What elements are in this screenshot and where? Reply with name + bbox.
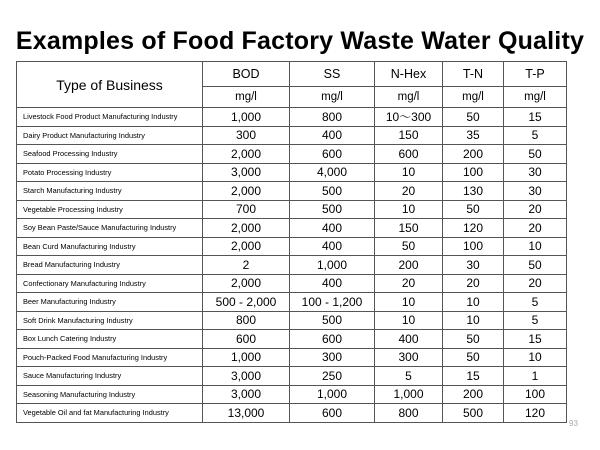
n-hex-cell: 400 [375,330,443,349]
bod-cell: 700 [203,200,290,219]
column-header-t-n: T-N [443,62,504,87]
table-row [17,330,567,349]
business-cell: Vegetable Processing Industry [17,200,203,219]
bod-cell: 2 [203,256,290,275]
unit-bod: mg/l [203,87,290,108]
bod-cell: 3,000 [203,385,290,404]
t-p-cell: 5 [504,311,567,330]
business-cell: Starch Manufacturing Industry [17,182,203,201]
bod-cell: 300 [203,126,290,145]
bod-cell: 2,000 [203,237,290,256]
slide-title: Examples of Food Factory Waste Water Quality [15,27,585,55]
table-row [17,163,567,182]
ss-cell: 1,000 [290,385,375,404]
n-hex-cell: 10 [375,293,443,312]
business-cell: Livestock Food Product Manufacturing Industry [17,108,203,127]
table-row [17,108,567,127]
ss-cell: 500 [290,200,375,219]
n-hex-cell: 150 [375,219,443,238]
table-row [17,367,567,386]
table-row [17,256,567,275]
t-p-cell: 1 [504,367,567,386]
t-p-cell: 20 [504,219,567,238]
t-n-cell: 100 [443,237,504,256]
ss-cell: 600 [290,145,375,164]
bod-cell: 1,000 [203,108,290,127]
t-p-cell: 30 [504,182,567,201]
bod-cell: 13,000 [203,404,290,423]
bod-cell: 3,000 [203,367,290,386]
t-n-cell: 50 [443,200,504,219]
t-p-cell: 5 [504,293,567,312]
column-header-ss: SS [290,62,375,87]
page-number: 93 [569,419,578,428]
bod-cell: 3,000 [203,163,290,182]
bod-cell: 2,000 [203,219,290,238]
bod-cell: 2,000 [203,274,290,293]
t-p-cell: 50 [504,145,567,164]
n-hex-cell: 200 [375,256,443,275]
ss-cell: 300 [290,348,375,367]
unit-ss: mg/l [290,87,375,108]
table-row [17,404,567,423]
t-n-cell: 200 [443,145,504,164]
t-n-cell: 30 [443,256,504,275]
n-hex-cell: 20 [375,182,443,201]
t-n-cell: 10 [443,311,504,330]
ss-cell: 4,000 [290,163,375,182]
column-header-bod: BOD [203,62,290,87]
ss-cell: 400 [290,237,375,256]
table-row [17,182,567,201]
business-cell: Soft Drink Manufacturing Industry [17,311,203,330]
t-p-cell: 20 [504,200,567,219]
business-column-header: Type of Business [17,62,203,108]
n-hex-cell: 10 [375,311,443,330]
ss-cell: 400 [290,126,375,145]
n-hex-cell: 800 [375,404,443,423]
table-row [17,385,567,404]
table-row [17,293,567,312]
ss-cell: 600 [290,404,375,423]
t-n-cell: 35 [443,126,504,145]
t-p-cell: 120 [504,404,567,423]
n-hex-cell: 10～300 [375,108,443,127]
business-cell: Potato Processing Industry [17,163,203,182]
table-row [17,348,567,367]
t-n-cell: 10 [443,293,504,312]
unit-t-n: mg/l [443,87,504,108]
business-cell: Sauce Manufacturing Industry [17,367,203,386]
t-p-cell: 50 [504,256,567,275]
t-n-cell: 50 [443,348,504,367]
n-hex-cell: 600 [375,145,443,164]
business-cell: Box Lunch Catering Industry [17,330,203,349]
t-n-cell: 50 [443,108,504,127]
n-hex-cell: 1,000 [375,385,443,404]
table-row [17,274,567,293]
t-n-cell: 15 [443,367,504,386]
n-hex-cell: 20 [375,274,443,293]
t-p-cell: 15 [504,330,567,349]
n-hex-cell: 10 [375,163,443,182]
t-p-cell: 15 [504,108,567,127]
t-n-cell: 200 [443,385,504,404]
business-cell: Soy Bean Paste/Sauce Manufacturing Industry [17,219,203,238]
table-row [17,200,567,219]
n-hex-cell: 150 [375,126,443,145]
ss-cell: 800 [290,108,375,127]
business-cell: Bread Manufacturing Industry [17,256,203,275]
table-row [17,311,567,330]
table-body [17,108,567,423]
t-n-cell: 20 [443,274,504,293]
business-cell: Vegetable Oil and fat Manufacturing Industry [17,404,203,423]
n-hex-cell: 50 [375,237,443,256]
bod-cell: 600 [203,330,290,349]
column-header-t-p: T-P [504,62,567,87]
t-n-cell: 50 [443,330,504,349]
bod-cell: 800 [203,311,290,330]
waste-water-quality-table [16,61,567,423]
ss-cell: 400 [290,274,375,293]
t-n-cell: 130 [443,182,504,201]
business-cell: Seafood Processing Industry [17,145,203,164]
t-n-cell: 500 [443,404,504,423]
table-row [17,126,567,145]
business-cell: Beer Manufacturing Industry [17,293,203,312]
business-cell: Confectionary Manufacturing Industry [17,274,203,293]
t-p-cell: 100 [504,385,567,404]
business-cell: Pouch-Packed Food Manufacturing Industry [17,348,203,367]
business-cell: Bean Curd Manufacturing Industry [17,237,203,256]
business-cell: Dairy Product Manufacturing Industry [17,126,203,145]
bod-cell: 1,000 [203,348,290,367]
table-row [17,219,567,238]
ss-cell: 1,000 [290,256,375,275]
ss-cell: 500 [290,311,375,330]
unit-t-p: mg/l [504,87,567,108]
column-header-row [17,62,567,87]
n-hex-cell: 300 [375,348,443,367]
ss-cell: 500 [290,182,375,201]
t-n-cell: 120 [443,219,504,238]
n-hex-cell: 10 [375,200,443,219]
t-p-cell: 5 [504,126,567,145]
t-n-cell: 100 [443,163,504,182]
bod-cell: 500 - 2,000 [203,293,290,312]
ss-cell: 250 [290,367,375,386]
business-cell: Seasoning Manufacturing Industry [17,385,203,404]
unit-n-hex: mg/l [375,87,443,108]
column-header-n-hex: N-Hex [375,62,443,87]
ss-cell: 600 [290,330,375,349]
t-p-cell: 30 [504,163,567,182]
bod-cell: 2,000 [203,182,290,201]
table-row [17,237,567,256]
ss-cell: 100 - 1,200 [290,293,375,312]
t-p-cell: 10 [504,237,567,256]
t-p-cell: 20 [504,274,567,293]
table-row [17,145,567,164]
n-hex-cell: 5 [375,367,443,386]
bod-cell: 2,000 [203,145,290,164]
t-p-cell: 10 [504,348,567,367]
ss-cell: 400 [290,219,375,238]
